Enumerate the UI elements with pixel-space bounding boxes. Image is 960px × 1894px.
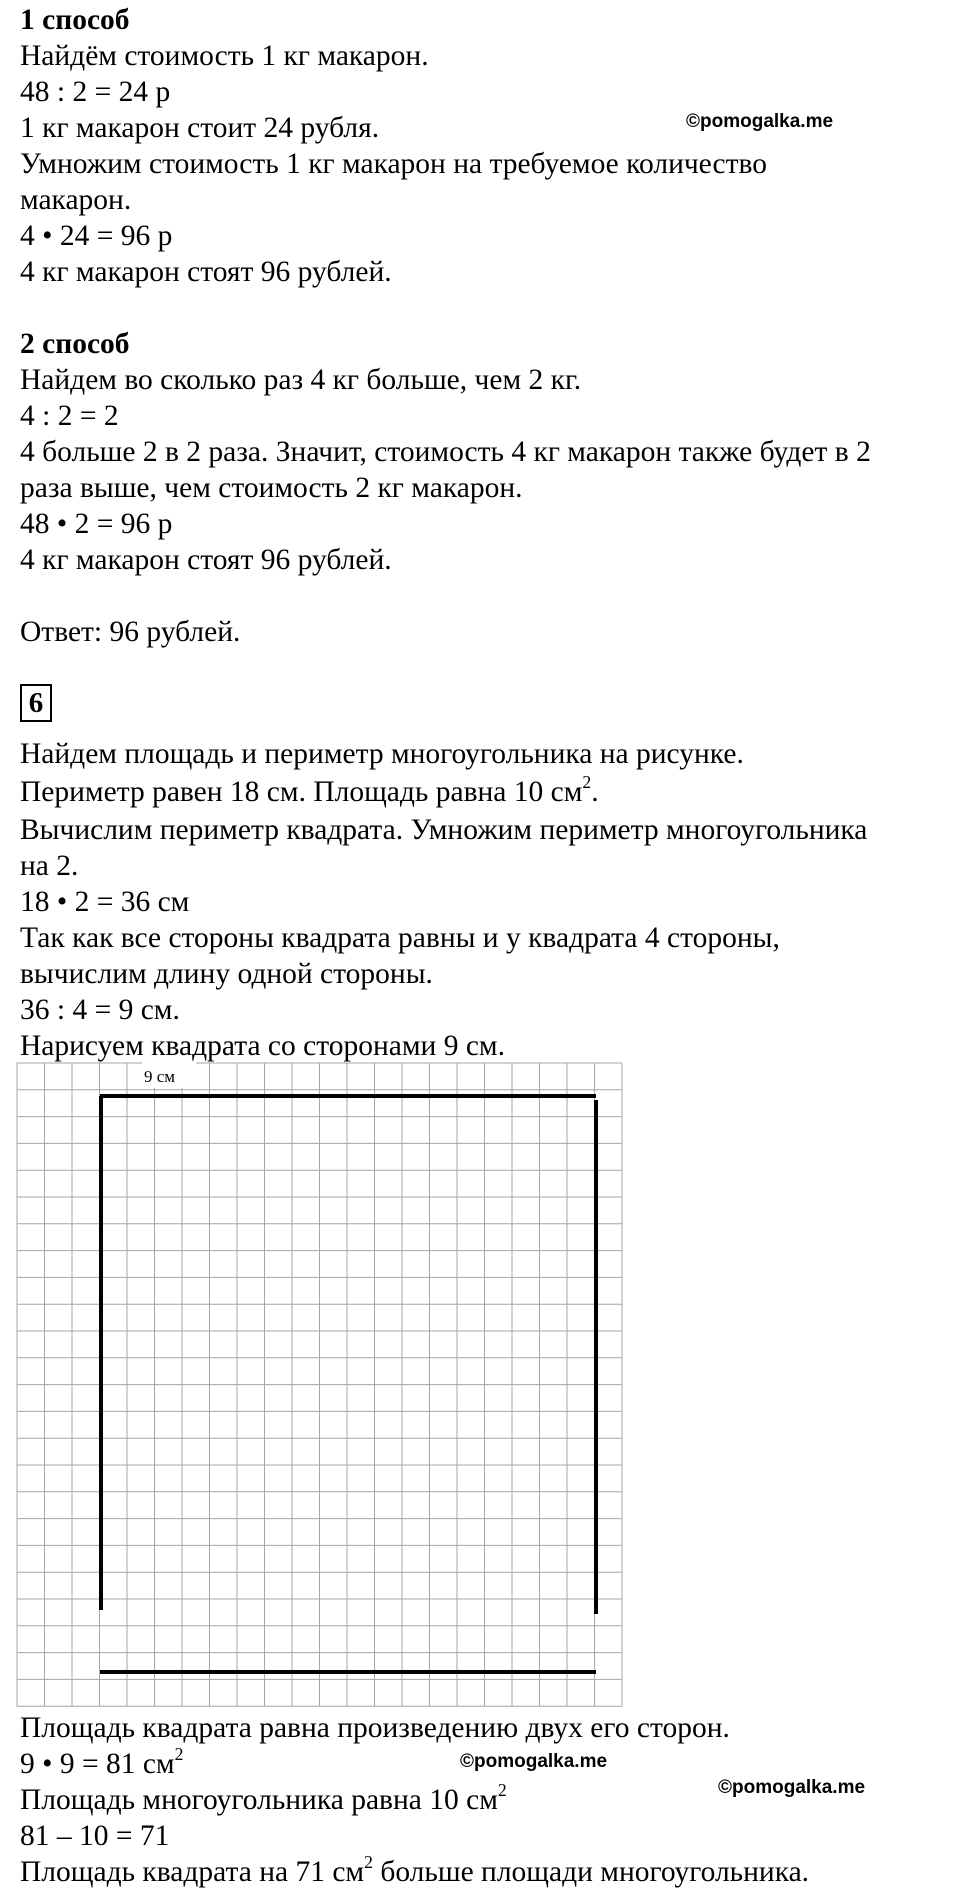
answer: Ответ: 96 рублей. (20, 616, 241, 648)
task6-line: вычислим длину одной стороны. (20, 958, 433, 990)
task-number-box: 6 (20, 684, 52, 722)
section1-line: макарон. (20, 184, 132, 216)
section1-line: 48 : 2 = 24 р (20, 76, 171, 108)
task6-line: Площадь квадрата на 71 $см^2$ больше площади многоугольника. (20, 1851, 810, 1888)
watermark: ©pomogalka.me (460, 1751, 608, 1772)
task6-line: 18 • 2 = 36 см (20, 886, 190, 918)
side-label: 9 см (144, 1067, 176, 1086)
section1-line: Найдём стоимость 1 кг макарон. (20, 40, 429, 72)
task6-line: Площадь многоугольника равна 10 $см^2$ (20, 1779, 507, 1816)
grid-lines (17, 1063, 622, 1706)
square-drawing-grid (16, 1062, 628, 1710)
section1-line: 1 кг макарон стоит 24 рубля. (20, 112, 380, 144)
task6-line: на 2. (20, 850, 79, 882)
section2-line: 4 больше 2 в 2 раза. Значит, стоимость 4 кг макарон также будет в 2 (20, 436, 871, 468)
section2-heading: 2 способ (20, 328, 130, 360)
section2-line: раза выше, чем стоимость 2 кг макарон. (20, 472, 523, 504)
watermark: ©pomogalka.me (686, 111, 834, 132)
task6-line: Найдем площадь и периметр многоугольника на рисунке. (20, 738, 744, 770)
task6-line: Вычислим периметр квадрата. Умножим периметр многоугольника (20, 814, 868, 846)
watermark: ©pomogalka.me (718, 1777, 866, 1798)
section2-line: 4 кг макарон стоят 96 рублей. (20, 544, 392, 576)
section1-line: 4 • 24 = 96 р (20, 220, 173, 252)
task6-line: Площадь квадрата равна произведению двух его сторон. (20, 1712, 730, 1744)
section1-heading: 1 способ (20, 4, 130, 36)
task6-line: Периметр равен 18 см. Площадь равна 10 $см^2$. (20, 771, 599, 808)
task6-line: Так как все стороны квадрата равны и у квадрата 4 стороны, (20, 922, 780, 954)
section1-line: 4 кг макарон стоят 96 рублей. (20, 256, 392, 288)
task6-line: 9 • 9 = 81 $см^2$ (20, 1743, 184, 1780)
task6-line: Нарисуем квадрата со сторонами 9 см. (20, 1030, 505, 1062)
section2-line: Найдем во сколько раз 4 кг больше, чем 2 кг. (20, 364, 582, 396)
section2-line: 4 : 2 = 2 (20, 400, 119, 432)
task6-line: 81 – 10 = 71 (20, 1820, 170, 1852)
section1-line: Умножим стоимость 1 кг макарон на требуемое количество (20, 148, 767, 180)
task6-line: 36 : 4 = 9 см. (20, 994, 180, 1026)
section2-line: 48 • 2 = 96 р (20, 508, 173, 540)
